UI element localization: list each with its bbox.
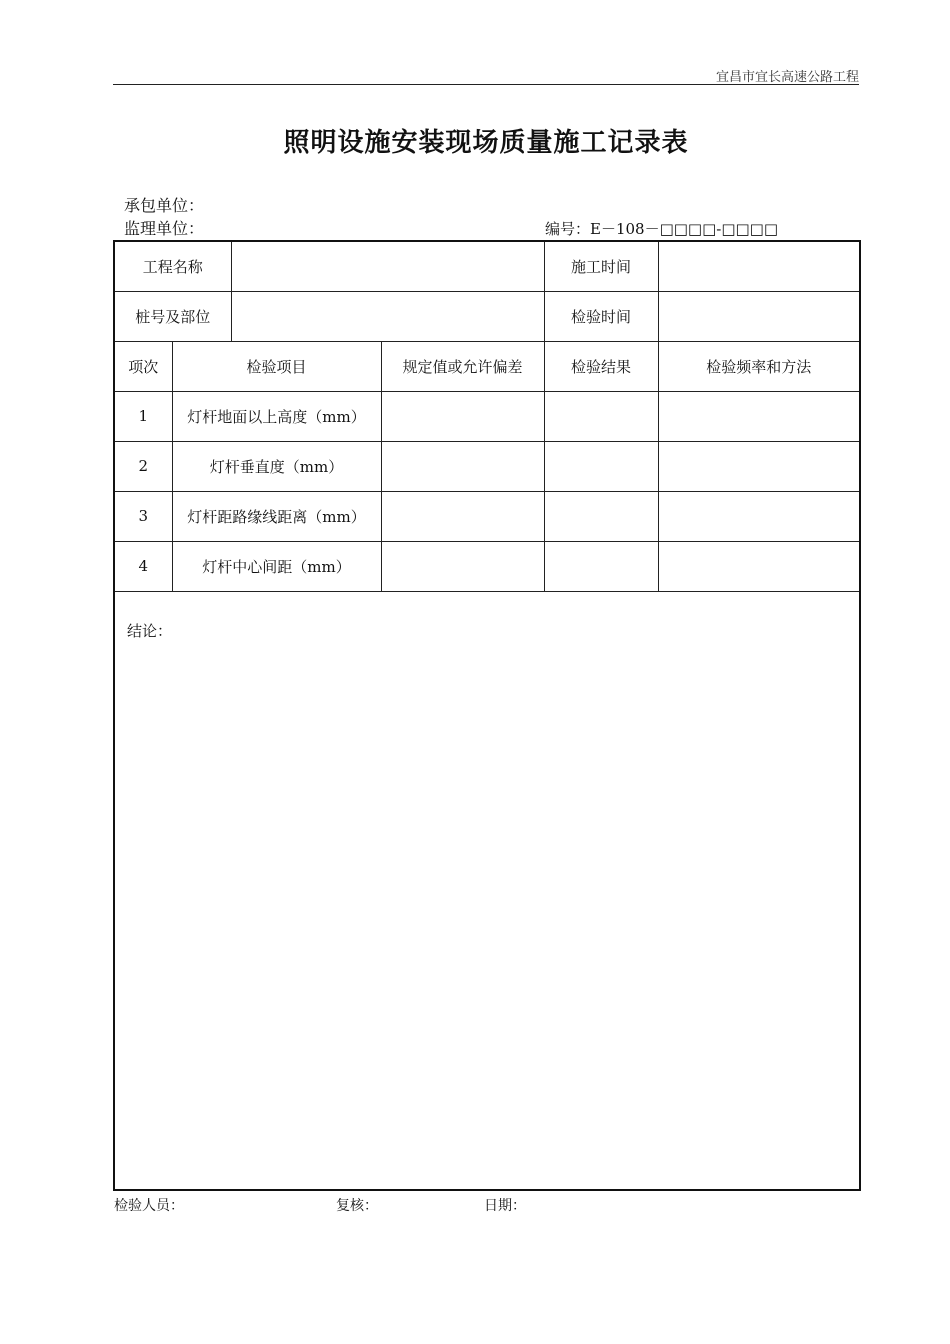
info-row (114, 291, 860, 341)
contractor-label: 承包单位： (124, 196, 205, 215)
result-cell[interactable] (544, 391, 658, 441)
item-number: 1 (114, 391, 172, 441)
record-table (113, 240, 861, 1191)
info-label: 工程名称 (114, 241, 231, 291)
spec-cell[interactable] (381, 491, 544, 541)
form-code: 编号：E－108－□□□□-□□□□ (545, 220, 779, 238)
spec-cell[interactable] (381, 441, 544, 491)
inspection-time-value[interactable] (658, 291, 860, 341)
table-row (114, 491, 860, 541)
header-project-name: 宜昌市宜长高速公路工程 (715, 70, 859, 85)
review-label: 复核： (336, 1198, 378, 1214)
column-header: 规定值或允许偏差 (381, 341, 544, 391)
document-title: 照明设施安装现场质量施工记录表 (283, 128, 689, 158)
item-number: 2 (114, 441, 172, 491)
item-name: 灯杆中心间距（mm） (172, 541, 381, 591)
method-cell[interactable] (658, 391, 860, 441)
spec-cell[interactable] (381, 391, 544, 441)
table-row (114, 441, 860, 491)
column-header: 检验项目 (172, 341, 381, 391)
info-label: 施工时间 (544, 241, 658, 291)
item-number: 4 (114, 541, 172, 591)
item-name: 灯杆地面以上高度（mm） (172, 391, 381, 441)
inspector-label: 检验人员： (114, 1198, 184, 1214)
column-header-row (114, 341, 860, 391)
result-cell[interactable] (544, 491, 658, 541)
conclusion-area[interactable] (114, 591, 860, 1190)
date-label: 日期： (484, 1198, 526, 1214)
conclusion-row (114, 591, 860, 1190)
result-cell[interactable] (544, 541, 658, 591)
item-name: 灯杆距路缘线距离（mm） (172, 491, 381, 541)
item-number: 3 (114, 491, 172, 541)
info-label: 检验时间 (544, 291, 658, 341)
conclusion-label: 结论： (127, 621, 173, 640)
column-header: 检验频率和方法 (658, 341, 860, 391)
method-cell[interactable] (658, 441, 860, 491)
method-cell[interactable] (658, 491, 860, 541)
method-cell[interactable] (658, 541, 860, 591)
spec-cell[interactable] (381, 541, 544, 591)
construction-time-value[interactable] (658, 241, 860, 291)
table-row (114, 391, 860, 441)
supervisor-label: 监理单位： (124, 219, 205, 238)
item-name: 灯杆垂直度（mm） (172, 441, 381, 491)
info-label: 桩号及部位 (114, 291, 231, 341)
column-header: 项次 (114, 341, 172, 391)
project-name-value[interactable] (231, 241, 544, 291)
result-cell[interactable] (544, 441, 658, 491)
table-row (114, 541, 860, 591)
info-row (114, 241, 860, 291)
header-divider (113, 84, 859, 85)
station-location-value[interactable] (231, 291, 544, 341)
column-header: 检验结果 (544, 341, 658, 391)
